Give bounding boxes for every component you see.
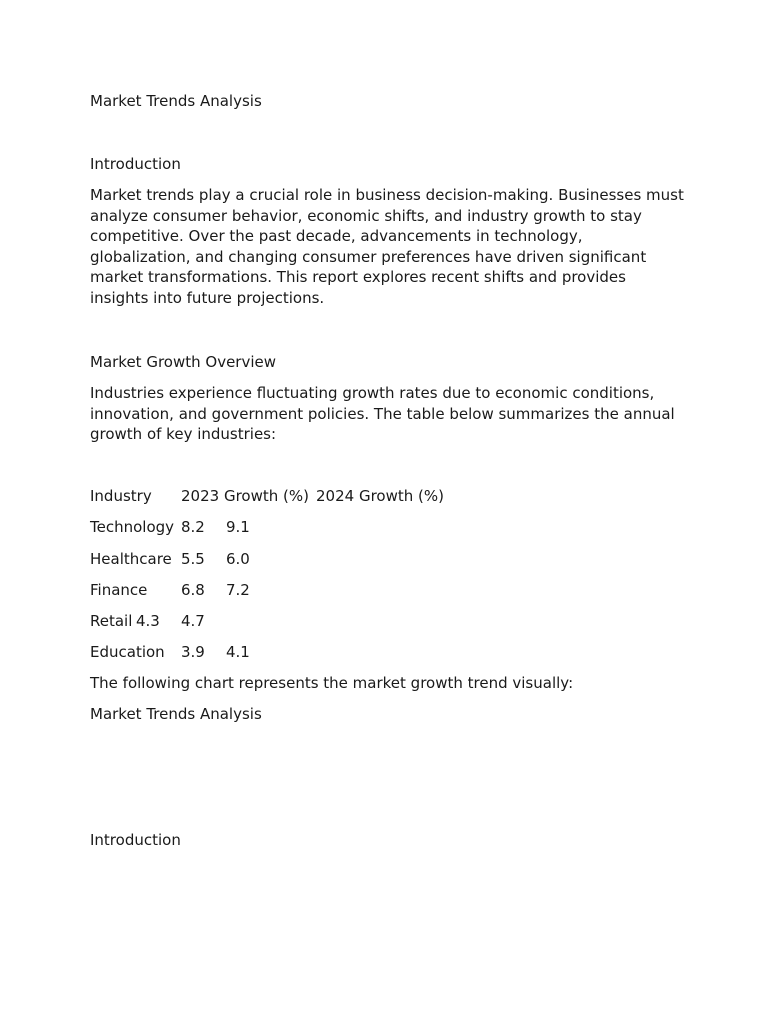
table-cell-2023: 5.5 — [181, 550, 205, 568]
table-cell-industry: Finance — [90, 581, 148, 599]
table-cell-2023: 3.9 — [181, 643, 205, 661]
introduction-paragraph: Market trends play a crucial role in business decision-making. Businesses must analyze consumer behavior, economic shifts, and industry growth to stay competitive. Over the past decade, advancements in technology, globalization, and changing consumer preferences have driven significant market transformations. This report explores recent shifts and provides insights into future projections. — [90, 186, 684, 307]
table-cell-2023: 8.2 — [181, 518, 205, 536]
table-cell-2024: 4.7 — [181, 612, 205, 630]
table-cell-2024: 9.1 — [226, 518, 250, 536]
document-title: Market Trends Analysis — [90, 92, 262, 110]
table-cell-industry: Healthcare — [90, 550, 172, 568]
table-header-2023: 2023 Growth (%) — [181, 487, 309, 505]
table-cell-industry: Education — [90, 643, 165, 661]
introduction-heading: Introduction — [90, 155, 181, 173]
growth-overview-heading: Market Growth Overview — [90, 353, 277, 371]
table-header-2024: 2024 Growth (%) — [316, 487, 444, 505]
table-cell-2024: 7.2 — [226, 581, 250, 599]
chart-caption: The following chart represents the market growth trend visually: — [90, 674, 574, 692]
growth-overview-paragraph: Industries experience fluctuating growth rates due to economic conditions, innovation, and government policies. The table below summarizes the annual growth of key industries: — [90, 384, 675, 444]
table-cell-2023: 6.8 — [181, 581, 205, 599]
table-cell-2024: 6.0 — [226, 550, 250, 568]
table-cell-industry: Retail — [90, 612, 133, 630]
table-header-industry: Industry — [90, 487, 152, 505]
table-cell-2023: 4.3 — [136, 612, 160, 630]
repeat-introduction-heading: Introduction — [90, 831, 181, 849]
table-cell-2024: 4.1 — [226, 643, 250, 661]
repeat-title: Market Trends Analysis — [90, 705, 262, 723]
table-cell-industry: Technology — [90, 518, 175, 536]
